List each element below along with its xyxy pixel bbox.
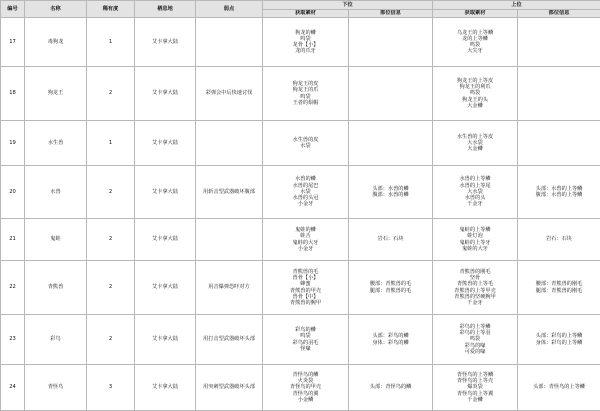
cell-line: 千金牙 xyxy=(433,201,517,207)
cell-line: 青怪鸟的翼 xyxy=(263,391,348,397)
cell-line: 腰部：青熊兽的刚毛 xyxy=(518,281,600,287)
cell-low-parts xyxy=(349,18,433,67)
header-rarity: 稀有度 xyxy=(87,1,135,18)
cell-name: 毒狗龙 xyxy=(25,18,87,67)
cell-high-parts xyxy=(518,67,600,121)
cell-line: 兽骨【小】 xyxy=(263,275,348,281)
cell-weakness: 用打击型武器破坏头部 xyxy=(196,315,263,365)
cell-id: 21 xyxy=(1,219,25,261)
cell-line: 坚骨 xyxy=(433,275,517,281)
cell-line: 水兽的鳞 xyxy=(263,176,348,182)
cell-line: 青怪鸟的上等壳 xyxy=(433,378,517,384)
cell-habitat: 艾卡拿大陆 xyxy=(135,219,196,261)
header-low-parts: 部位信息 xyxy=(349,10,433,18)
cell-low-parts xyxy=(349,67,433,121)
table-row xyxy=(1,365,600,411)
cell-line: 身体：彩鸟的上等鳞 xyxy=(518,340,600,346)
table-row xyxy=(1,315,600,365)
cell-line: 头部：水兽的上等鳞 xyxy=(518,186,600,192)
cell-high-materials xyxy=(433,219,518,261)
cell-low-parts xyxy=(349,166,433,219)
cell-line: 水袋 xyxy=(263,189,348,195)
cell-line: 狗龙王的上等皮 xyxy=(433,78,517,84)
cell-id: 19 xyxy=(1,121,25,166)
cell-line: 腰部：青熊兽的毛 xyxy=(349,281,432,287)
header-id: 编号 xyxy=(1,1,25,18)
cell-high-materials xyxy=(433,315,518,365)
cell-id: 23 xyxy=(1,315,25,365)
cell-line: 千金牙 xyxy=(433,300,517,306)
cell-high-parts xyxy=(518,121,600,166)
cell-line: 青怪鸟的鳞 xyxy=(263,372,348,378)
cell-habitat: 艾卡拿大陆 xyxy=(135,315,196,365)
cell-low-materials xyxy=(263,67,349,121)
cell-weakness: 用斩击型武器破坏腹部 xyxy=(196,166,263,219)
cell-line: 乌龙王的上等鳞 xyxy=(433,30,517,36)
cell-high-materials xyxy=(433,121,518,166)
cell-name: 青熊兽 xyxy=(25,261,87,315)
cell-line: 腿部：青熊兽的毛 xyxy=(349,288,432,294)
cell-high-parts xyxy=(518,365,600,411)
cell-line: 青熊兽的刚毛 xyxy=(433,269,517,275)
cell-low-materials xyxy=(263,121,349,166)
cell-weakness xyxy=(196,121,263,166)
cell-line: 狗龙王的爪 xyxy=(263,87,348,93)
cell-line: 蛙灯泡 xyxy=(433,233,517,239)
cell-line: 彩鸟的羽毛 xyxy=(263,340,348,346)
cell-rarity: 2 xyxy=(87,261,135,315)
cell-high-parts xyxy=(518,219,600,261)
cell-name: 水兽 xyxy=(25,166,87,219)
cell-line: 水兽的尾巴 xyxy=(263,183,348,189)
cell-line: 身体：彩鸟的鳞 xyxy=(349,340,432,346)
cell-line: 青熊兽的毛 xyxy=(263,269,348,275)
cell-line: 青怪鸟的甲壳 xyxy=(263,384,348,390)
cell-high-materials xyxy=(433,166,518,219)
cell-line: 小金牙 xyxy=(263,201,348,207)
cell-line: 青熊兽的甲壳 xyxy=(263,288,348,294)
header-habitat: 栖息地 xyxy=(135,1,196,18)
cell-low-materials xyxy=(263,18,349,67)
cell-line: 蜂蜜 xyxy=(263,281,348,287)
cell-habitat: 艾卡拿大陆 xyxy=(135,121,196,166)
cell-line: 千金鳞 xyxy=(433,397,517,403)
cell-line: 青熊兽的上等毛 xyxy=(433,281,517,287)
cell-id: 24 xyxy=(1,365,25,411)
cell-line: 岩石：石块 xyxy=(518,236,600,242)
cell-low-parts xyxy=(349,219,433,261)
cell-line: 龙骨【小】 xyxy=(263,42,348,48)
cell-line: 鬼蛙的大牙 xyxy=(433,246,517,252)
cell-line: 鸣袋 xyxy=(263,333,348,339)
cell-rarity: 1 xyxy=(87,18,135,67)
cell-weakness: 用突刺型武器破坏头部 xyxy=(196,365,263,411)
cell-line: 青熊兽的上等甲壳 xyxy=(433,288,517,294)
header-high-rank: 上位 xyxy=(433,1,600,10)
table-row xyxy=(1,121,600,166)
cell-line: 龙的爪牙 xyxy=(263,48,348,54)
cell-line: 鸣袋 xyxy=(433,90,517,96)
table-row xyxy=(1,67,600,121)
cell-line: 水兽的头 xyxy=(433,195,517,201)
cell-low-materials xyxy=(263,315,349,365)
cell-line: 小金鳞 xyxy=(263,397,348,403)
cell-habitat: 艾卡拿大陆 xyxy=(135,365,196,411)
cell-line: 头部：彩鸟的鳞 xyxy=(349,333,432,339)
cell-name: 彩鸟 xyxy=(25,315,87,365)
cell-line: 水袋 xyxy=(263,143,348,149)
cell-line: 大水袋 xyxy=(433,140,517,146)
cell-low-parts xyxy=(349,315,433,365)
cell-line: 鸣袋 xyxy=(433,336,517,342)
cell-line: 头部：青怪鸟的鳞 xyxy=(349,384,432,390)
cell-line: 火炎袋 xyxy=(263,378,348,384)
table-body xyxy=(1,18,600,411)
table-row xyxy=(1,261,600,315)
cell-line: 王者的鬃帽 xyxy=(263,100,348,106)
cell-line: 彩鸟的鳞 xyxy=(263,327,348,333)
header-weakness: 弱点 xyxy=(196,1,263,18)
table-row xyxy=(1,166,600,219)
cell-line: 大尖牙 xyxy=(433,48,517,54)
cell-rarity: 2 xyxy=(87,219,135,261)
cell-line: 狗龙王的皮 xyxy=(263,81,348,87)
cell-line: 鬼蛙的上等牙 xyxy=(433,240,517,246)
header-high-materials: 获取素材 xyxy=(433,10,518,18)
cell-line: 彩鸟的上等羽 xyxy=(433,330,517,336)
cell-line: 鬼蛙的上等鳞 xyxy=(433,227,517,233)
cell-rarity: 2 xyxy=(87,315,135,365)
cell-line: 腹部：水兽的鳞 xyxy=(349,192,432,198)
cell-weakness: 彩弹会中后快速讨伐 xyxy=(196,67,263,121)
cell-line: 岩石：石块 xyxy=(349,236,432,242)
cell-line: 狗龙王的利爪 xyxy=(433,84,517,90)
cell-line: 水生兽的上等皮 xyxy=(433,134,517,140)
header-name: 名称 xyxy=(25,1,87,18)
cell-high-materials xyxy=(433,67,518,121)
cell-line: 大水袋 xyxy=(433,189,517,195)
cell-line: 可爱的喙 xyxy=(433,349,517,355)
header-low-materials: 获取素材 xyxy=(263,10,349,18)
cell-rarity: 2 xyxy=(87,166,135,219)
cell-high-materials xyxy=(433,261,518,315)
cell-line: 头部：青怪鸟的上等鳞 xyxy=(518,384,600,390)
cell-line: 龙的上等鳞 xyxy=(433,36,517,42)
cell-line: 水生兽的皮 xyxy=(263,137,348,143)
cell-habitat: 艾卡拿大陆 xyxy=(135,67,196,121)
cell-low-parts xyxy=(349,121,433,166)
cell-high-parts xyxy=(518,261,600,315)
cell-line: 水兽的上等尾 xyxy=(433,183,517,189)
cell-line: 狗龙的鳞 xyxy=(263,30,348,36)
cell-low-materials xyxy=(263,261,349,315)
cell-name: 狗龙王 xyxy=(25,67,87,121)
cell-weakness xyxy=(196,18,263,67)
cell-line: 水兽的上等鳞 xyxy=(433,176,517,182)
cell-line: 彩鸟的喙 xyxy=(433,343,517,349)
cell-rarity: 2 xyxy=(87,67,135,121)
cell-low-materials xyxy=(263,219,349,261)
header-low-rank: 下位 xyxy=(263,1,433,10)
cell-id: 17 xyxy=(1,18,25,67)
cell-high-materials xyxy=(433,18,518,67)
cell-line: 怪喙 xyxy=(263,346,348,352)
cell-id: 18 xyxy=(1,67,25,121)
header-high-parts: 部位信息 xyxy=(518,10,600,18)
cell-low-materials xyxy=(263,166,349,219)
cell-habitat: 艾卡拿大陆 xyxy=(135,166,196,219)
cell-line: 水兽的头冠 xyxy=(263,195,348,201)
cell-line: 鸣袋 xyxy=(263,36,348,42)
cell-line: 鸣袋 xyxy=(433,42,517,48)
cell-line: 头部：彩鸟的上等鳞 xyxy=(518,333,600,339)
cell-weakness xyxy=(196,219,263,261)
cell-rarity: 3 xyxy=(87,365,135,411)
cell-name: 鬼蛙 xyxy=(25,219,87,261)
table-row xyxy=(1,18,600,67)
cell-line: 兽骨【中】 xyxy=(263,294,348,300)
cell-line: 青熊兽的腕甲 xyxy=(263,300,348,306)
cell-name: 青怪鸟 xyxy=(25,365,87,411)
cell-line: 鬼蛙的大牙 xyxy=(263,240,348,246)
cell-line: 小金牙 xyxy=(263,246,348,252)
cell-habitat: 艾卡拿大陆 xyxy=(135,261,196,315)
cell-low-parts xyxy=(349,365,433,411)
cell-line: 狗龙王的头 xyxy=(433,97,517,103)
cell-name: 水生兽 xyxy=(25,121,87,166)
cell-line: 头部：水兽的鳞 xyxy=(349,186,432,192)
cell-id: 20 xyxy=(1,166,25,219)
cell-low-parts xyxy=(349,261,433,315)
cell-high-materials xyxy=(433,365,518,411)
cell-high-parts xyxy=(518,18,600,67)
cell-line: 腹部：水兽的上等鳞 xyxy=(518,192,600,198)
cell-high-parts xyxy=(518,166,600,219)
cell-rarity: 1 xyxy=(87,121,135,166)
cell-habitat: 艾卡拿大陆 xyxy=(135,18,196,67)
cell-line: 腿部：青熊兽的刚毛 xyxy=(518,288,600,294)
cell-line: 大金鳞 xyxy=(433,146,517,152)
cell-line: 大金鳞 xyxy=(433,103,517,109)
table-row xyxy=(1,219,600,261)
cell-line: 鬼蛙的鳞 xyxy=(263,227,348,233)
cell-low-materials xyxy=(263,365,349,411)
cell-line: 青怪鸟的上等鳞 xyxy=(433,372,517,378)
cell-line: 鸣袋 xyxy=(263,94,348,100)
cell-line: 爆炎袋 xyxy=(433,384,517,390)
cell-high-parts xyxy=(518,315,600,365)
cell-line: 彩鸟的上等鳞 xyxy=(433,324,517,330)
cell-id: 22 xyxy=(1,261,25,315)
cell-weakness: 用音爆弹恐吓对方 xyxy=(196,261,263,315)
cell-line: 青熊兽的坚硬腕甲 xyxy=(433,294,517,300)
cell-line: 蛙舌 xyxy=(263,233,348,239)
cell-line: 青怪鸟的上等翼 xyxy=(433,391,517,397)
